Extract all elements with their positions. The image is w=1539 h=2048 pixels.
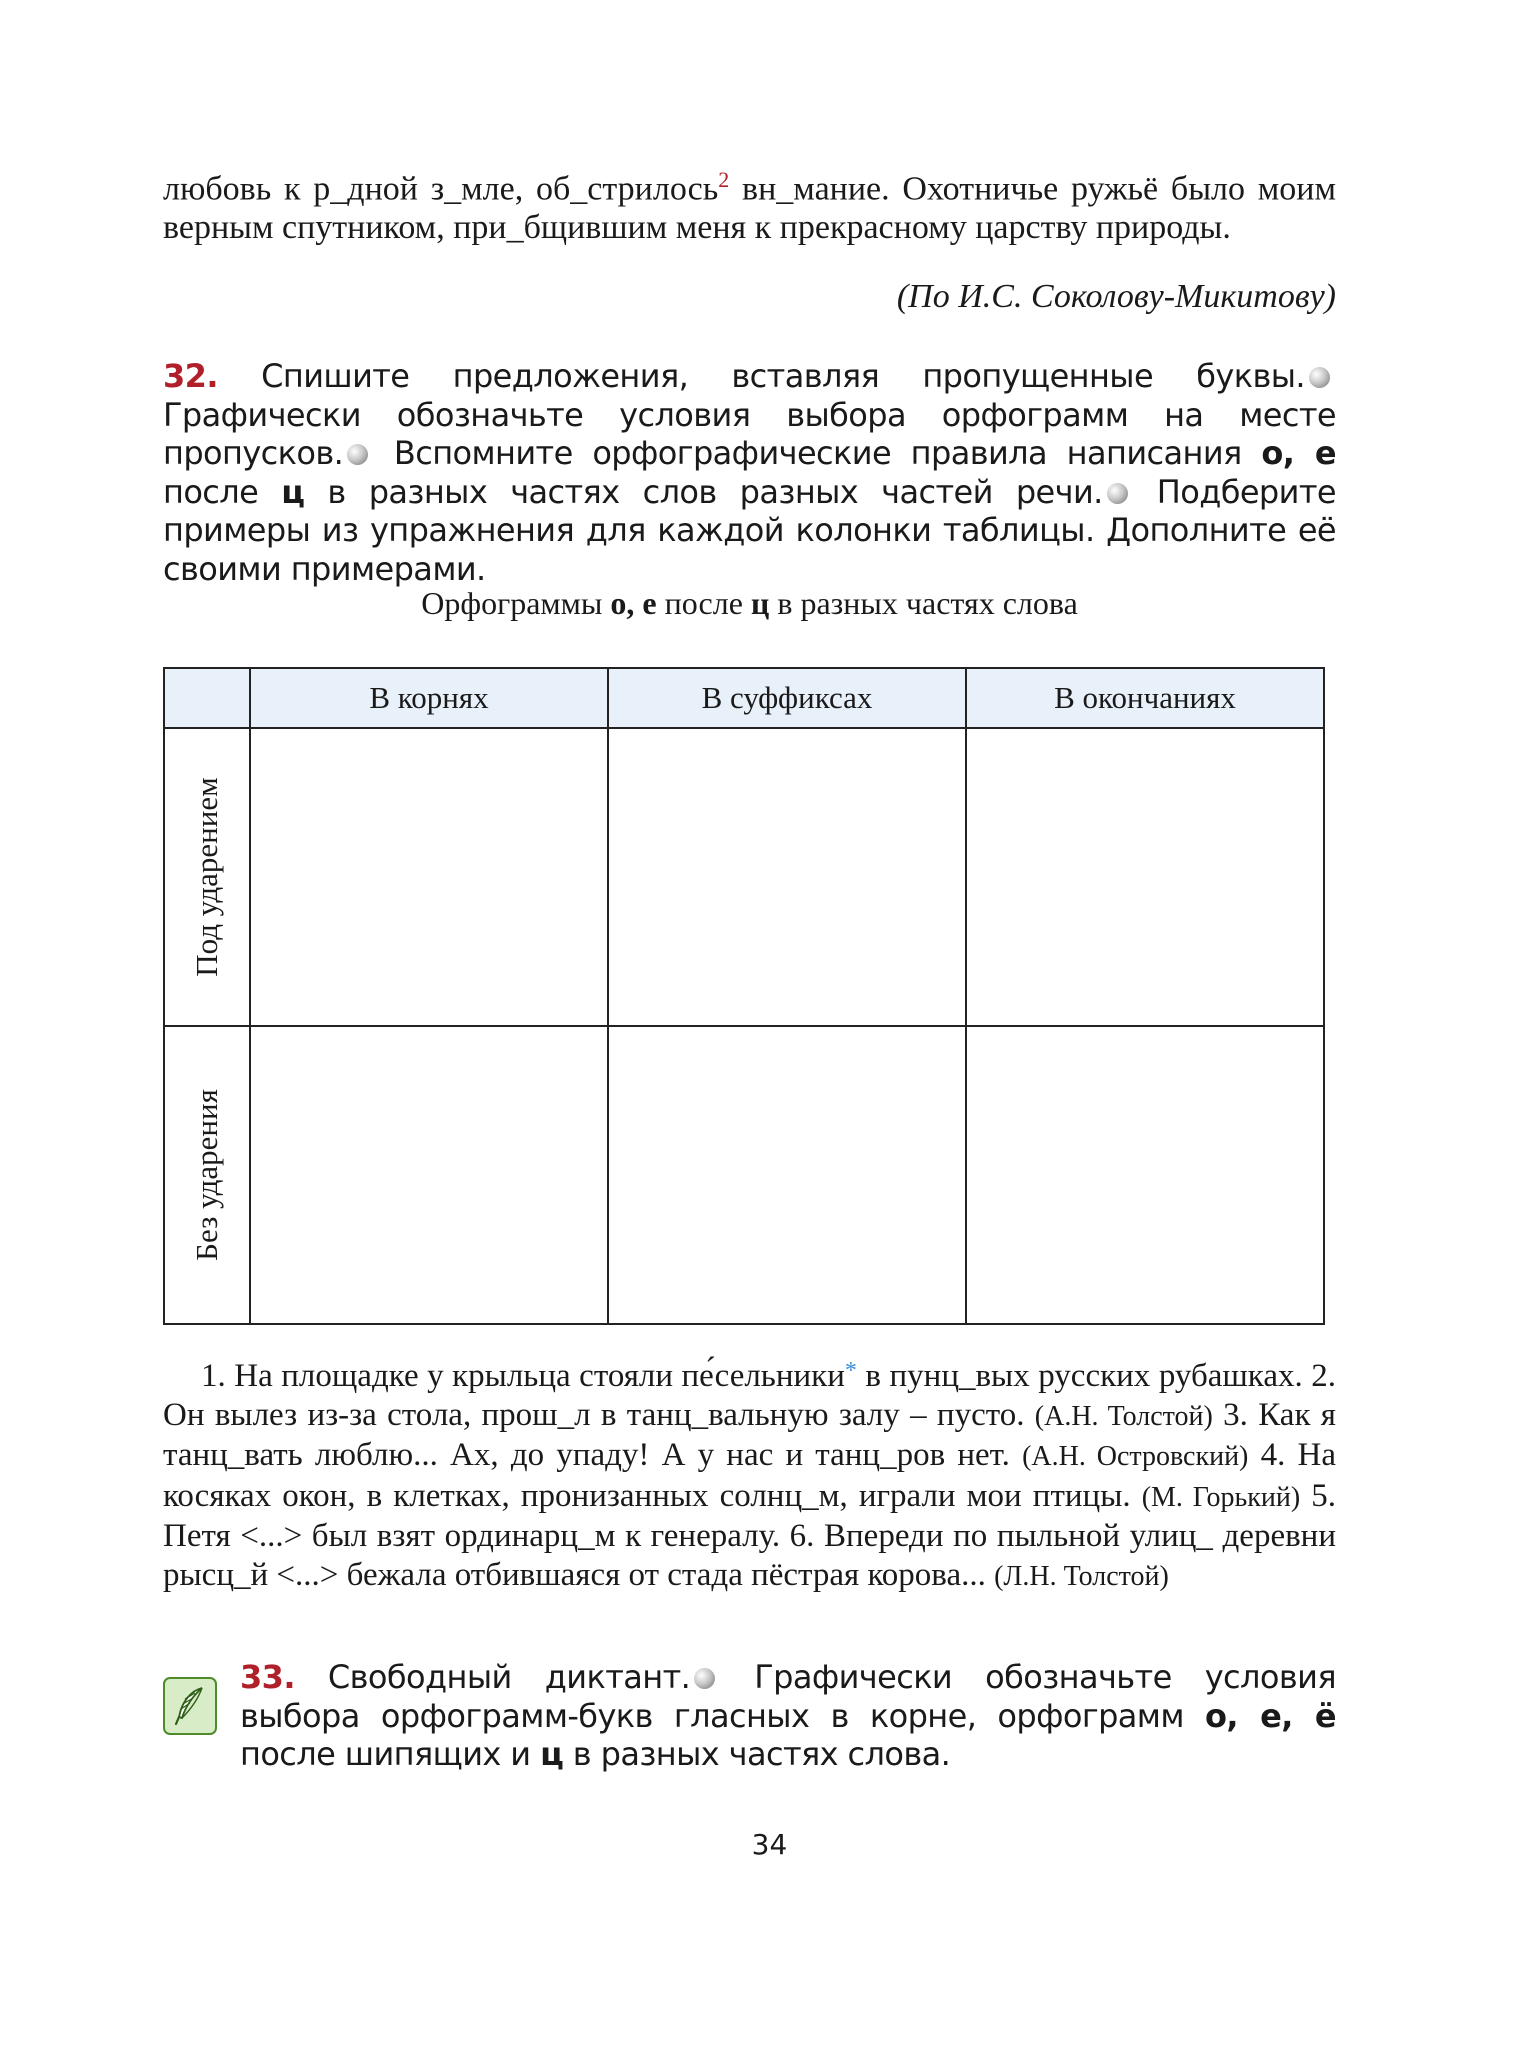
bullet-icon bbox=[694, 1668, 715, 1689]
bullet-icon bbox=[347, 444, 368, 465]
sentence-3: 3. Как я танц_вать люблю... Ах, до упаду! А у нас и танц_ров нет. bbox=[163, 1396, 1336, 1474]
bullet-icon bbox=[1107, 483, 1128, 504]
exercise-32-step4: Подберите примеры из упражнения для каждой колонки таблицы. Дополните её своими примерами. bbox=[163, 472, 1336, 588]
row-header-stressed bbox=[164, 728, 250, 1026]
exercise-32-task bbox=[163, 357, 1336, 588]
letters-o-e: о, е bbox=[1261, 434, 1336, 472]
letter-ts: ц bbox=[281, 472, 305, 511]
table-cell bbox=[250, 1026, 608, 1324]
table-cell bbox=[966, 728, 1324, 1026]
column-header-endings: В окончаниях bbox=[966, 668, 1324, 728]
source-ostrovsky: (А.Н. Островский) bbox=[1022, 1441, 1249, 1473]
spelling-table bbox=[163, 667, 1325, 1325]
table-corner-cell bbox=[164, 668, 250, 728]
source-gorky: (М. Горький) bbox=[1141, 1481, 1301, 1513]
author-attribution: (По И.С. Соколову-Микитову) bbox=[896, 278, 1336, 315]
table-cell bbox=[250, 728, 608, 1026]
exercise-32-step1: Спишите предложения, вставляя пропущенные буквы. bbox=[217, 357, 1305, 395]
exercise-33-step-end: в разных частях слова. bbox=[563, 1735, 951, 1773]
sentence-5-6: 5. Петя <...> был взят ординарц_м к генералу. 6. Впереди по пыльной улиц_ деревни рысц_й <...> бежала отбившаяся от стада пёстрая корова... bbox=[163, 1477, 1336, 1593]
caption-bold-letter: ц bbox=[750, 585, 770, 621]
table-cell bbox=[966, 1026, 1324, 1324]
intro-text-part2: вн_мание. Охотничье ружьё было моим верным спутником, при_бщившим меня к прекрасному царству природы. bbox=[163, 170, 1336, 247]
exercise-32-number: 32. bbox=[163, 357, 218, 395]
source-tolstoy-an: (А.Н. Толстой) bbox=[1034, 1400, 1213, 1432]
source-tolstoy-ln: (Л.Н. Толстой) bbox=[994, 1560, 1169, 1592]
exercise-33-step: Графически обозначьте условия выбора орфограмм-букв гласных в корне, орфограмм bbox=[240, 1658, 1336, 1735]
exercise-33-title: Свободный диктант. bbox=[294, 1658, 691, 1696]
caption-bold-letters: о, е bbox=[610, 585, 657, 621]
caption-part: в разных частях слова bbox=[769, 585, 1078, 621]
table-row bbox=[164, 1026, 1324, 1324]
table-row bbox=[164, 728, 1324, 1026]
table-header-row bbox=[164, 668, 1324, 728]
table-cell bbox=[608, 728, 966, 1026]
table-caption bbox=[163, 585, 1336, 622]
caption-part: после bbox=[656, 585, 751, 621]
letters-o-e-yo: о, е, ё bbox=[1205, 1696, 1336, 1735]
column-header-roots: В корнях bbox=[250, 668, 608, 728]
letter-ts: ц bbox=[540, 1735, 564, 1773]
caption-part: Орфограммы bbox=[421, 585, 611, 621]
row-label-unstressed: Без ударения bbox=[189, 1089, 224, 1261]
glossary-star: * bbox=[844, 1358, 857, 1384]
exercise-32-step3: Вспомните орфографические правила написания bbox=[374, 434, 1262, 472]
sentence-4: 4. На косяках окон, в клетках, пронизанных солнц_м, играли мои птицы. bbox=[163, 1437, 1337, 1514]
exercise-33-number: 33. bbox=[240, 1658, 295, 1696]
bullet-icon bbox=[1309, 367, 1330, 388]
exercise-32-step2: Графически обозначьте условия выбора орфограмм на месте пропусков. bbox=[163, 395, 1336, 472]
column-header-suffixes: В суффиксах bbox=[608, 668, 966, 728]
exercise-33-step-mid: после шипящих и bbox=[240, 1735, 541, 1773]
exercise-33-task bbox=[240, 1658, 1336, 1774]
intro-paragraph bbox=[163, 160, 1336, 247]
table-cell bbox=[608, 1026, 966, 1324]
row-label-stressed: Под ударением bbox=[189, 777, 224, 977]
intro-text-part1: любовь к р_дной з_мле, об_стрилось bbox=[163, 170, 719, 208]
page-number: 34 bbox=[751, 1828, 788, 1861]
sentence-1: 1. На площадке у крыльца стояли пе́сельники bbox=[201, 1358, 845, 1394]
feather-pen-icon bbox=[163, 1677, 217, 1735]
footnote-mark: 2 bbox=[718, 167, 730, 192]
exercise-32-step3-mid: после bbox=[163, 472, 282, 511]
row-header-unstressed bbox=[164, 1026, 250, 1324]
exercise-32-sentences bbox=[163, 1352, 1336, 1597]
sentence-2: в пунц_вых русских рубашках. 2. Он вылез из-за стола, прош_л в танц_вальную залу – пусто. bbox=[163, 1358, 1336, 1433]
exercise-32-step3-end: в разных частях слов разных частей речи. bbox=[304, 472, 1103, 511]
